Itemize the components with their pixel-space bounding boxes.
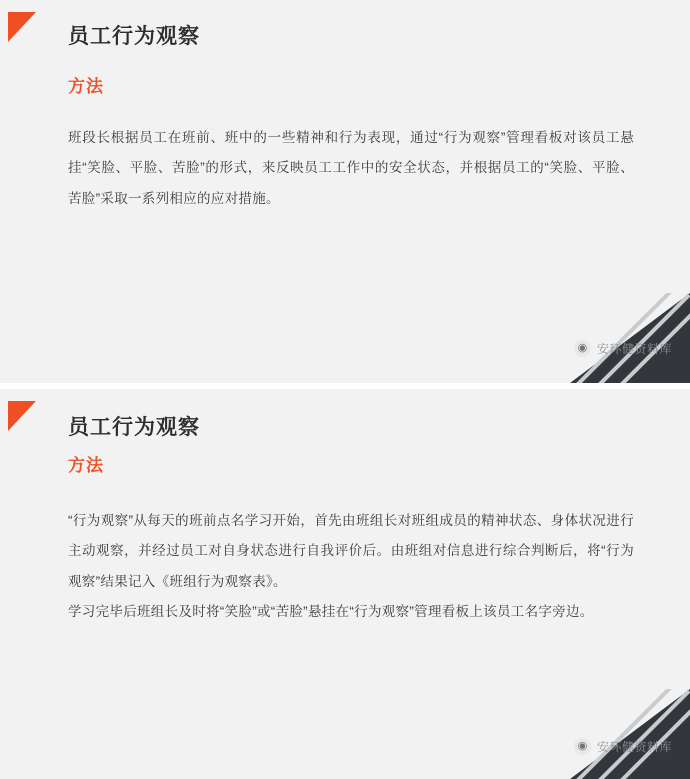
- watermark: [574, 738, 672, 755]
- slide-1-content: [0, 0, 690, 214]
- slide-1: [0, 0, 690, 383]
- watermark-label: 安环健资料库: [596, 342, 672, 356]
- page-subtitle: 方法: [68, 456, 104, 475]
- body-paragraph: “行为观察”从每天的班前点名学习开始，首先由班组长对班组成员的精神状态、身体状况进行主动观察，并经过员工对自身状态进行自我评价后。由班组对信息进行综合判断后，将“行为观察”结果记入《班组行为观察表》。: [68, 513, 634, 589]
- body-paragraph: 学习完毕后班组长及时将“笑脸”或“苦脸”悬挂在“行为观察”管理看板上该员工名字旁边。: [68, 604, 594, 620]
- wechat-icon: ◉: [574, 340, 591, 357]
- corner-decoration: [570, 689, 690, 779]
- watermark-label: 安环健资料库: [596, 740, 672, 754]
- page-title: 员工行为观察: [68, 416, 200, 439]
- watermark: [574, 340, 672, 357]
- corner-decoration: [570, 293, 690, 383]
- wechat-icon: ◉: [574, 738, 591, 755]
- body-paragraph: 班段长根据员工在班前、班中的一些精神和行为表现，通过“行为观察”管理看板对该员工悬挂“笑脸、平脸、苦脸”的形式，来反映员工工作中的安全状态，并根据员工的“笑脸、平脸、苦脸”采取一系列相应的应对措施。: [68, 130, 634, 206]
- page-title: 员工行为观察: [68, 25, 200, 48]
- slide-2-content: [0, 389, 690, 628]
- page-subtitle: 方法: [68, 77, 104, 96]
- slide-2: [0, 389, 690, 779]
